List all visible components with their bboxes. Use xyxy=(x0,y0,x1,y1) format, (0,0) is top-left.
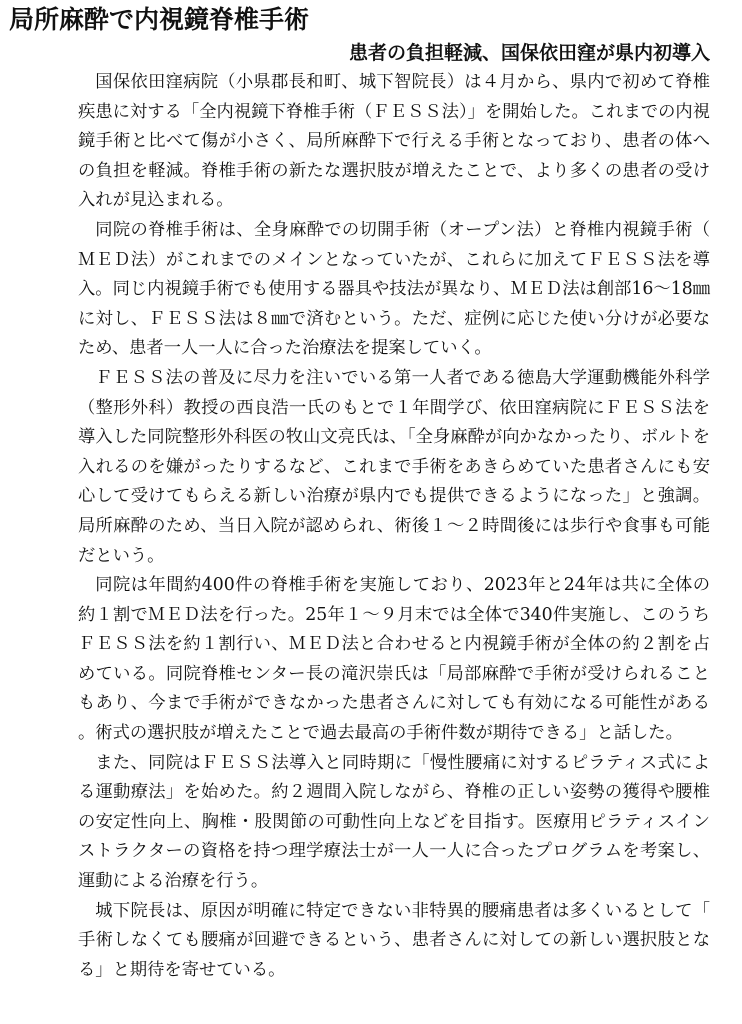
paragraph-2: 同院の脊椎手術は、全身麻酔での切開手術（オープン法）と脊椎内視鏡手術（ＭＥＤ法）がこれまでのメインとなっていたが、これらに加えてＦＥＳＳ法を導入。同じ内視鏡手術でも使用する器具や技法が異なり、ＭＥＤ法は創部16〜18㎜に対し、ＦＥＳＳ法は８㎜で済むという。ただ、症例に応じた使い分けが必要なため、患者一人一人に合った治療法を提案していく。 xyxy=(78,219,710,359)
paragraph-4: 同院は年間約400件の脊椎手術を実施しており、2023年と24年は共に全体の約１割でＭＥＤ法を行った。25年１〜９月末では全体で340件実施し、このうちＦＥＳＳ法を約１割行い、ＭＥＤ法と合わせると内視鏡手術が全体の約２割を占めている。同院脊椎センター長の滝沢崇氏は「局部麻酔で手術が受けられることもあり、今まで手術ができなかった患者さんに対しても有効になる可能性がある。術式の選択肢が増えたことで過去最高の手術件数が期待できる」と話した。 xyxy=(78,575,710,744)
paragraph-3: ＦＥＳＳ法の普及に尽力を注いでいる第一人者である徳島大学運動機能外科学（整形外科）教授の西良浩一氏のもとで１年間学び、依田窪病院にＦＥＳＳ法を導入した同院整形外科医の牧山文亮氏は、「全身麻酔が向かなかったり、ボルトを入れるのを嫌がったりするなど、これまで手術をあきらめていた患者さんにも安心して受けてもらえる新しい治療が県内でも提供できるようになった」と強調。局所麻酔のため、当日入院が認められ、術後１〜２時間後には歩行や食事も可能だという。 xyxy=(78,367,710,566)
article-body xyxy=(78,68,710,985)
paragraph-1: 国保依田窪病院（小県郡長和町、城下智院長）は４月から、県内で初めて脊椎疾患に対する「全内視鏡下脊椎手術（ＦＥＳＳ法）」を開始した。これまでの内視鏡手術と比べて傷が小さく、局所麻酔下で行える手術となっており、患者の体への負担を軽減。脊椎手術の新たな選択肢が増えたことで、より多くの患者の受け入れが見込まれる。 xyxy=(78,72,710,211)
paragraph-6: 城下院長は、原因が明確に特定できない非特異的腰痛患者は多くいるとして「手術しなくても腰痛が回避できるという、患者さんに対しての新しい選択肢となる」と期待を寄せている。 xyxy=(78,900,710,980)
headline: 局所麻酔で内視鏡脊椎手術 xyxy=(9,5,310,34)
paragraph-5: また、同院はＦＥＳＳ法導入と同時期に「慢性腰痛に対するピラティス式による運動療法」を始めた。約２週間入院しながら、脊椎の正しい姿勢の獲得や腰椎の安定性向上、胸椎・股関節の可動性向上などを目指す。医療用ピラティスインストラクターの資格を持つ理学療法士が一人一人に合ったプログラムを考案し、運動による治療を行う。 xyxy=(78,752,710,892)
subheadline: 患者の負担軽減、国保依田窪が県内初導入 xyxy=(348,42,710,64)
